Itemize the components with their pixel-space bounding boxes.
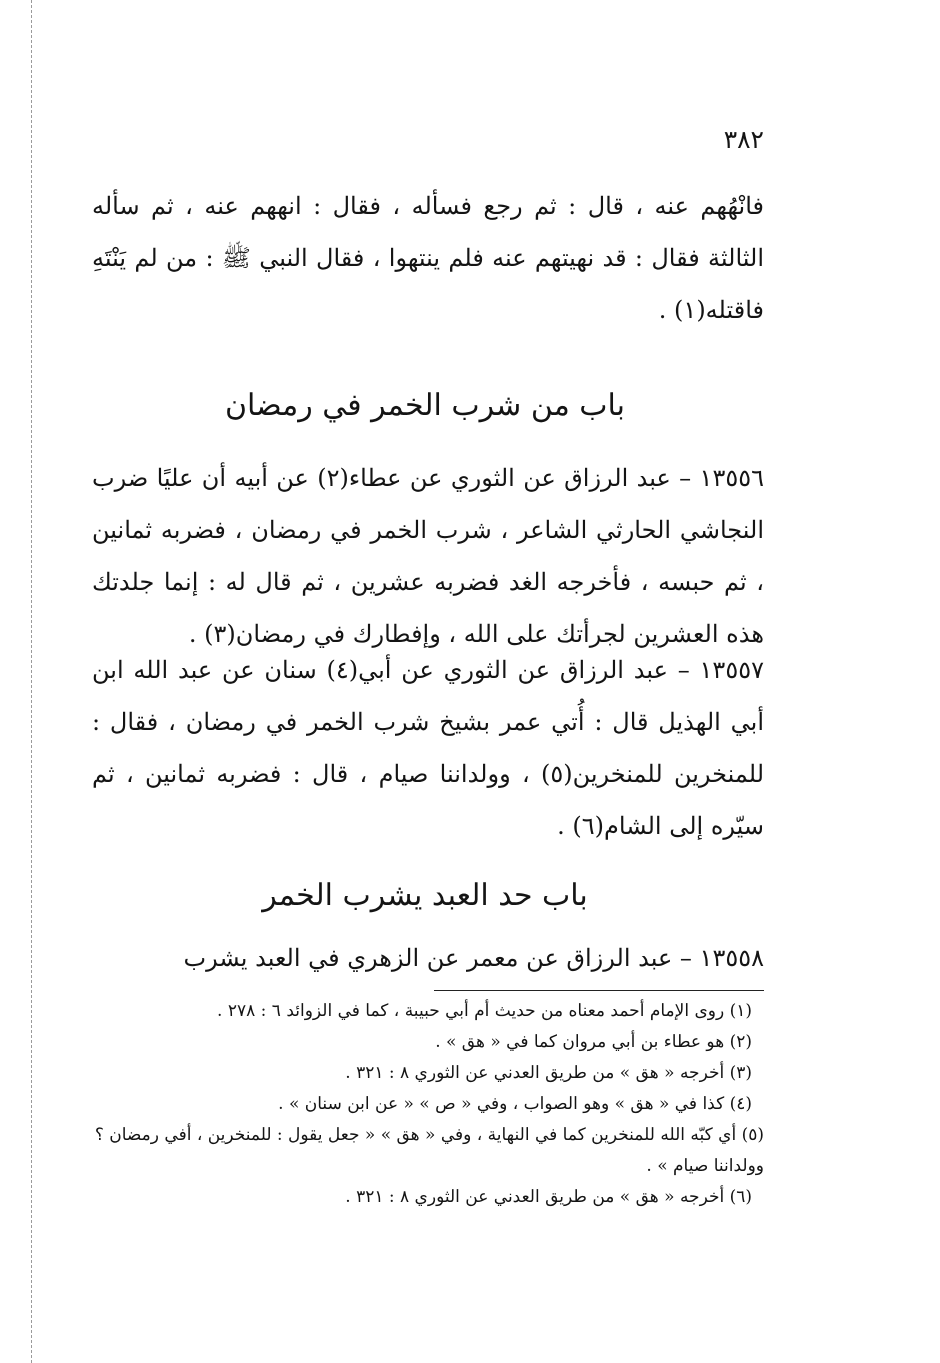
section-title-ramadan: باب من شرب الخمر في رمضان (224, 388, 626, 423)
footnote-3: (٣) أخرجه « هق » من طريق العدني عن الثوري ٨ : ٣٢١ . (345, 1063, 752, 1083)
footnote-1: (١) روى الإمام أحمد معناه من حديث أم أبي حبيبة ، كما في الزوائد ٦ : ٢٧٨ . (217, 1001, 752, 1021)
footnote-divider (434, 990, 764, 991)
page-number: ٣٨٢ (723, 125, 764, 154)
section-title-slave: باب حد العبد يشرب الخمر (262, 878, 588, 913)
paragraph-hadith-13557: ١٣٥٥٧ – عبد الرزاق عن الثوري عن أبي(٤) سنان عن عبد الله ابن أبي الهذيل قال : أُتي عمر بشيخ شرب الخمر في رمضان ، فقال : للمنخرين للمنخرين(٥) ، وولداننا صيام ، قال : فضربه ثمانين ، ثم سيّره إلى الشام(٦) . (92, 656, 764, 840)
footnote-list (74, 996, 764, 1213)
page-edge-line (31, 0, 32, 1363)
paragraph-continuation: فانْهُهم عنه ، قال : ثم رجع فسأله ، فقال : انههم عنه ، ثم سأله الثالثة فقال : قد نهيتهم عنه فلم ينتهوا ، فقال النبي ﷺ : من لم يَنْتَهِ فاقتله(١) . (92, 192, 764, 324)
footnote-6: (٦) أخرجه « هق » من طريق العدني عن الثوري ٨ : ٣٢١ . (345, 1187, 752, 1207)
paragraph-hadith-13556: ١٣٥٥٦ – عبد الرزاق عن الثوري عن عطاء(٢) عن أبيه أن عليًا ضرب النجاشي الحارثي الشاعر ، شرب الخمر في رمضان ، فضربه ثمانين ، ثم حبسه ، فأخرجه الغد فضربه عشرين ، ثم قال له : إنما جلدتك هذه العشرين لجرأتك على الله ، وإفطارك في رمضان(٣) . (92, 464, 764, 648)
footnote-4: (٤) كذا في « هق » وهو الصواب ، وفي « ص » « عن ابن سنان » . (278, 1094, 752, 1114)
footnote-2: (٢) هو عطاء بن أبي مروان كما في « هق » . (435, 1032, 752, 1052)
book-page (80, 0, 770, 1363)
paragraph-hadith-13558: ١٣٥٥٨ – عبد الرزاق عن معمر عن الزهري في العبد يشرب (183, 944, 764, 972)
footnote-5: (٥) أي كبّه الله للمنخرين كما في النهاية ، وفي « هق » « جعل يقول : للمنخرين ، أفي رمضان ؟ وولداننا صيام » . (94, 1125, 764, 1176)
